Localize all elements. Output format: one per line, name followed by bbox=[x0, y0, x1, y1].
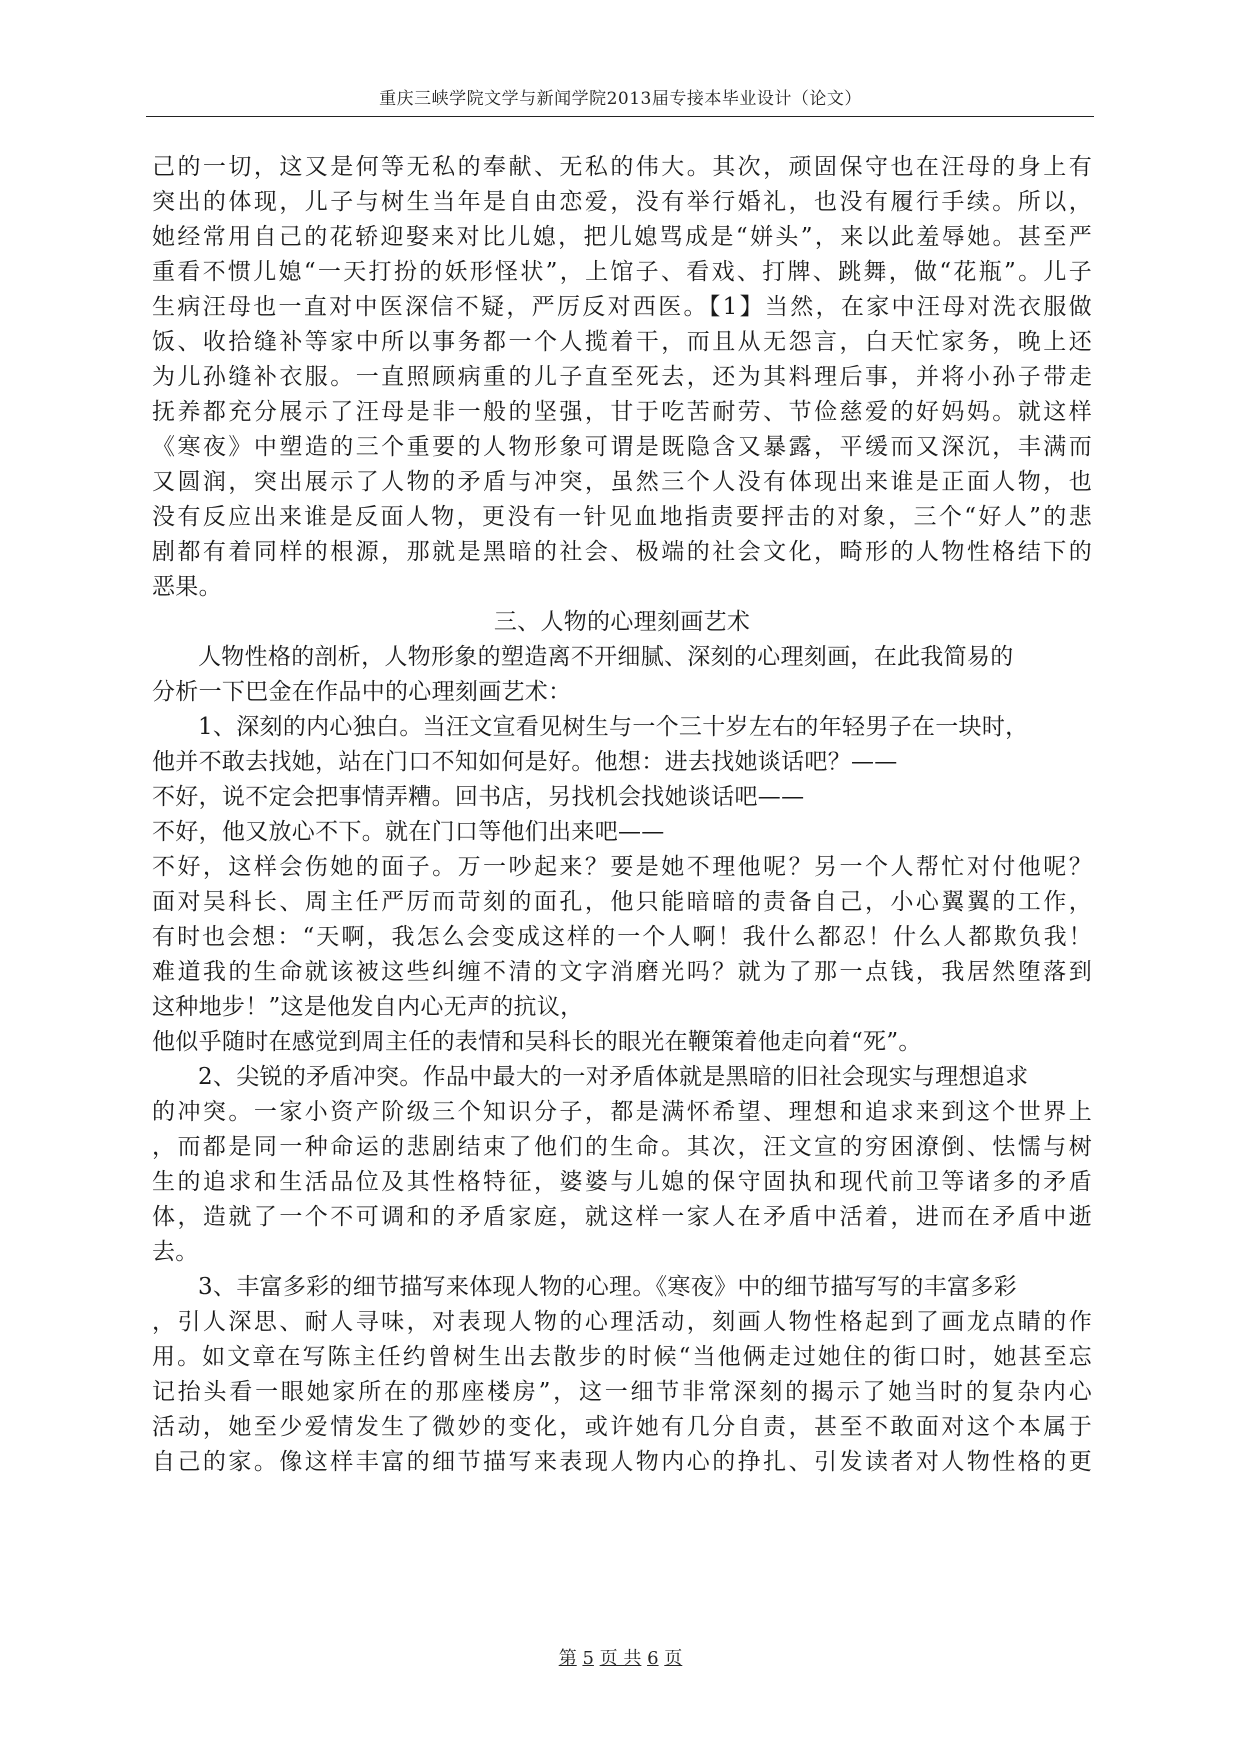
text-line: 突出的体现，儿子与树生当年是自由恋爱，没有举行婚礼，也没有履行手续。所以， bbox=[152, 189, 1092, 215]
text-line: 记抬头看一眼她家所在的那座楼房”，这一细节非常深刻的揭示了她当时的复杂内心 bbox=[152, 1379, 1092, 1405]
text-line: 她经常用自己的花轿迎娶来对比儿媳，把儿媳骂成是“姘头”，来以此羞辱她。甚至严 bbox=[152, 224, 1092, 250]
text-line: 他似乎随时在感觉到周主任的表情和吴科长的眼光在鞭策着他走向着“死”。 bbox=[152, 1029, 922, 1055]
text-line: 恶果。 bbox=[152, 574, 222, 600]
text-line: 人物性格的剖析，人物形象的塑造离不开细腻、深刻的心理刻画，在此我简易的 bbox=[198, 644, 1014, 670]
text-line: 去。 bbox=[152, 1239, 199, 1265]
text-line: 重看不惯儿媳“一天打扮的妖形怪状”，上馆子、看戏、打牌、跳舞，做“花瓶”。儿子 bbox=[152, 259, 1092, 285]
text-line: 不好，这样会伤她的面子。万一吵起来？要是她不理他呢？另一个人帮忙对付他呢？ bbox=[152, 854, 1092, 880]
footer-suffix: 页 bbox=[664, 1648, 683, 1669]
header-divider bbox=[146, 116, 1094, 117]
text-line: 2、尖锐的矛盾冲突。作品中最大的一对矛盾体就是黑暗的旧社会现实与理想追求 bbox=[198, 1064, 1029, 1090]
text-line: 分析一下巴金在作品中的心理刻画艺术： bbox=[152, 679, 572, 705]
text-line: 生的追求和生活品位及其性格特征，婆婆与儿媳的保守固执和现代前卫等诸多的矛盾 bbox=[152, 1169, 1092, 1195]
text-line: 活动，她至少爱情发生了微妙的变化，或许她有几分自责，甚至不敢面对这个本属于 bbox=[152, 1414, 1092, 1440]
text-line: 《寒夜》中塑造的三个重要的人物形象可谓是既隐含又暴露，平缓而又深沉，丰满而 bbox=[152, 434, 1092, 460]
page-header: 重庆三峡学院文学与新闻学院2013届专接本毕业设计（论文） bbox=[379, 89, 862, 109]
footer-total-pages: 6 bbox=[647, 1648, 659, 1669]
text-line: 生病汪母也一直对中医深信不疑，严厉反对西医。【1】当然，在家中汪母对洗衣服做 bbox=[152, 294, 1092, 320]
text-line: 己的一切，这又是何等无私的奉献、无私的伟大。其次，顽固保守也在汪母的身上有 bbox=[152, 154, 1092, 180]
section-heading: 三、人物的心理刻画艺术 bbox=[493, 609, 751, 635]
text-line: 剧都有着同样的根源，那就是黑暗的社会、极端的社会文化，畸形的人物性格结下的 bbox=[152, 539, 1092, 565]
text-line: 体，造就了一个不可调和的矛盾家庭，就这样一家人在矛盾中活着，进而在矛盾中逝 bbox=[152, 1204, 1092, 1230]
footer-middle: 页 共 bbox=[599, 1648, 642, 1669]
text-line: 没有反应出来谁是反面人物，更没有一针见血地指责要抨击的对象，三个“好人”的悲 bbox=[152, 504, 1092, 530]
text-line: ，引人深思、耐人寻味，对表现人物的心理活动，刻画人物性格起到了画龙点睛的作 bbox=[152, 1309, 1092, 1335]
text-line: 饭、收拾缝补等家中所以事务都一个人揽着干，而且从无怨言，白天忙家务，晚上还 bbox=[152, 329, 1092, 355]
text-line: 面对吴科长、周主任严厉而苛刻的面孔，他只能暗暗的责备自己，小心翼翼的工作， bbox=[152, 889, 1092, 915]
text-line: 1、深刻的内心独白。当汪文宣看见树生与一个三十岁左右的年轻男子在一块时， bbox=[198, 714, 1029, 740]
text-line: 自己的家。像这样丰富的细节描写来表现人物内心的挣扎、引发读者对人物性格的更 bbox=[152, 1449, 1092, 1475]
text-line: ，而都是同一种命运的悲剧结束了他们的生命。其次，汪文宣的穷困潦倒、怯懦与树 bbox=[152, 1134, 1092, 1160]
page-footer bbox=[0, 1644, 1241, 1670]
text-line: 难道我的生命就该被这些纠缠不清的文字消磨光吗？就为了那一点钱，我居然堕落到 bbox=[152, 959, 1092, 985]
footer-prefix: 第 bbox=[558, 1648, 577, 1669]
text-line: 用。如文章在写陈主任约曾树生出去散步的时候“当他俩走过她住的街口时，她甚至忘 bbox=[152, 1344, 1092, 1370]
text-line: 又圆润，突出展示了人物的矛盾与冲突，虽然三个人没有体现出来谁是正面人物，也 bbox=[152, 469, 1092, 495]
body-text bbox=[152, 150, 1092, 1480]
text-line: 不好，他又放心不下。就在门口等他们出来吧—— bbox=[152, 819, 665, 845]
text-line: 不好，说不定会把事情弄糟。回书店，另找机会找她谈话吧—— bbox=[152, 784, 805, 810]
text-line: 抚养都充分展示了汪母是非一般的坚强，甘于吃苦耐劳、节俭慈爱的好妈妈。就这样 bbox=[152, 399, 1092, 425]
text-line: 3、丰富多彩的细节描写来体现人物的心理。《寒夜》中的细节描写写的丰富多彩 bbox=[198, 1274, 1017, 1300]
footer-page-number: 5 bbox=[582, 1648, 594, 1669]
text-line: 他并不敢去找她，站在门口不知如何是好。他想：进去找她谈话吧？—— bbox=[152, 749, 898, 775]
text-line: 为儿孙缝补衣服。一直照顾病重的儿子直至死去，还为其料理后事，并将小孙子带走 bbox=[152, 364, 1092, 390]
text-line: 有时也会想：“天啊，我怎么会变成这样的一个人啊！我什么都忍！什么人都欺负我！ bbox=[152, 924, 1092, 950]
text-line: 的冲突。一家小资产阶级三个知识分子，都是满怀希望、理想和追求来到这个世界上 bbox=[152, 1099, 1092, 1125]
text-line: 这种地步！”这是他发自内心无声的抗议， bbox=[152, 994, 584, 1020]
